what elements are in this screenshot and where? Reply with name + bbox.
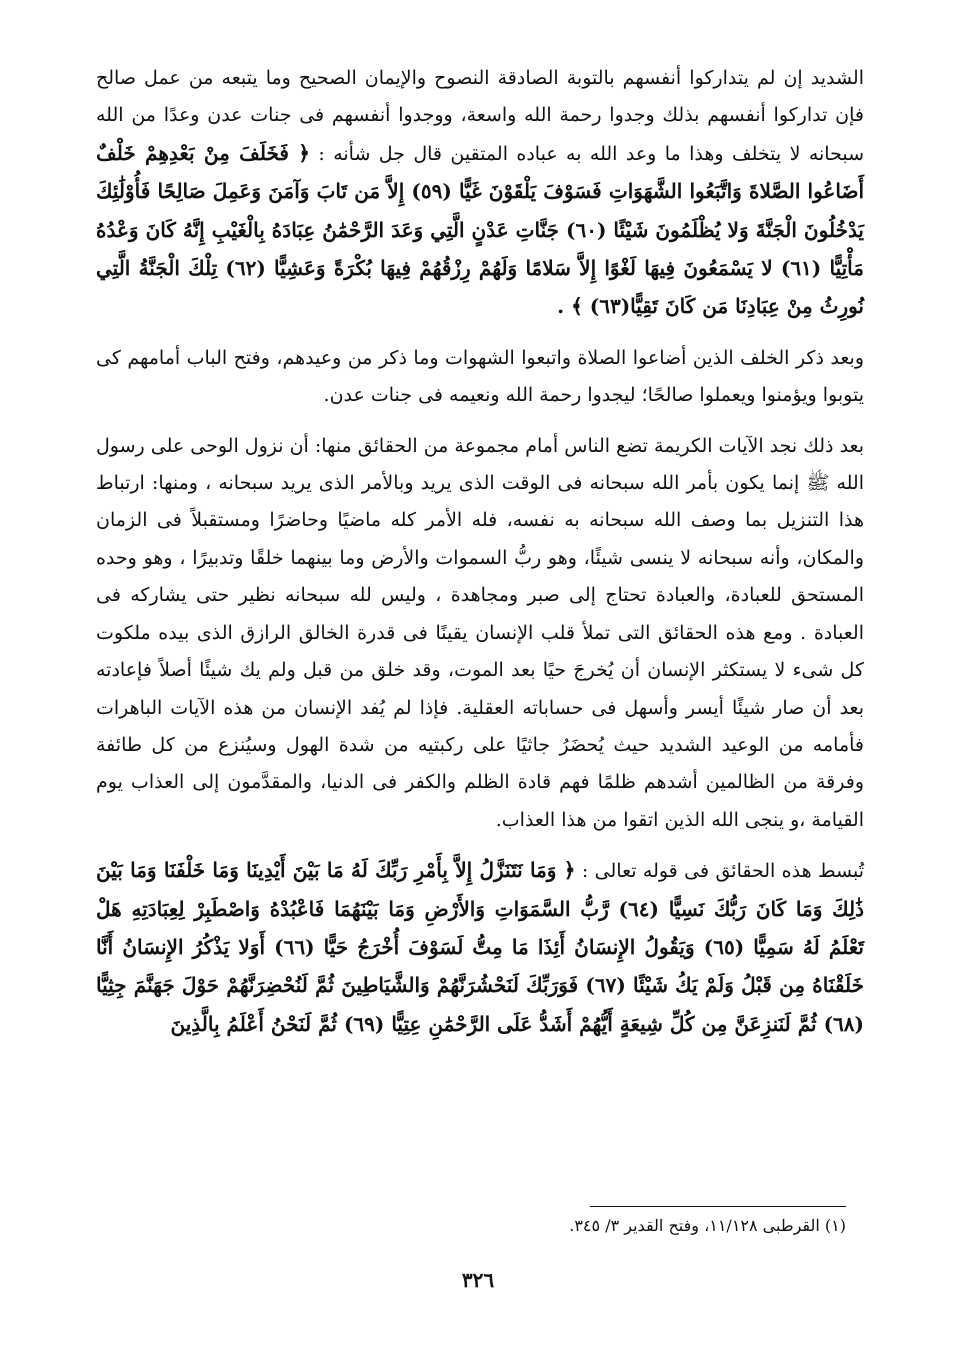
page-number: ٣٢٦ bbox=[461, 1268, 495, 1292]
paragraph-3-text: بعد ذلك نجد الآيات الكريمة تضع الناس أمام مجموعة من الحقائق منها: أن نزول الوحى على رسول الله ﷺ إنما يكون بأمر الله سبحانه فى الوقت الذى يريد وبالأمر الذى يريد سبحانه ، ومنها: ارتباط هذا التنزيل بما وصف الله سبحانه به نفسه، فله الأمر كله ماضيًا وحاضرًا ومستقبلاً فى الزمان والمكان، وأنه سبحانه لا ينسى شيئًا، وهو ربُّ السموات والأرض وما بينهما خلقًا وتدبيرًا ، وهو وحده المستحق للعبادة، والعبادة تحتاج إلى صبر ومجاهدة ، وليس لله سبحانه نظير حتى يشاركه فى العبادة . ومع هذه الحقائق التى تملأ قلب الإنسان يقينًا فى قدرة الخالق الرازق الذى بيده ملكوت كل شىء لا يستكثر الإنسان أن يُخرجَ حيًا بعد الموت، وقد خلق من قبل ولم يك شيئًا أصلاً فإعادته بعد أن صار شيئًا أيسر وأسهل فى حساباته العقلية. فإذا لم يُفد الإنسان من هذه الآيات الباهرات فأمامه من الوعيد الشديد حيث يُحضَرُ جاثيًا على ركبتيه من شدة الهول وسيُنزع من كل طائفة وفرقة من الظالمين أشدهم ظلمًا فهم قادة الظلم والكفر فى الدنيا، والمقدَّمون إلى العذاب يوم القيامة ،و ينجى الله الذين اتقوا من هذا العذاب. bbox=[96, 434, 864, 831]
main-text bbox=[96, 60, 864, 1044]
footnote: (١) القرطبى ١١/١٢٨، وفتح القدير ٣/ ٣٤٥. bbox=[569, 1216, 846, 1235]
paragraph-2 bbox=[96, 340, 864, 415]
paragraph-4-text: تُبسط هذه الحقائق فى قوله تعالى : bbox=[581, 860, 865, 883]
quran-verses-59-63: ﴿ فَخَلَفَ مِنْ بَعْدِهِمْ خَلْفٌ أَضَاعُوا الصَّلاةَ وَاتَّبَعُوا الشَّهَوَاتِ فَسَوْفَ يَلْقَوْنَ غَيًّا (٥٩) إِلاَّ مَن تَابَ وَآمَنَ وَعَمِلَ صَالِحًا فَأُوْلَٰئِكَ يَدْخُلُونَ الْجَنَّةَ وَلا يُظْلَمُونَ شَيْئًا (٦٠) جَنَّاتِ عَدْنٍ الَّتِي وَعَدَ الرَّحْمَٰنُ عِبَادَهُ بِالْغَيْبِ إِنَّهُ كَانَ وَعْدُهُ مَأْتِيًّا (٦١) لا يَسْمَعُونَ فِيهَا لَغْوًا إِلاَّ سَلامًا وَلَهُمْ رِزْقُهُمْ فِيهَا بُكْرَةً وَعَشِيًّا (٦٢) تِلْكَ الْجَنَّةُ الَّتِي نُورِثُ مِنْ عِبَادِنَا مَن كَانَ تَقِيًّا(٦٣) ﴾ . bbox=[96, 140, 865, 319]
paragraph-1-text: الشديد إن لم يتداركوا أنفسهم بالتوبة الصادقة النصوح والإيمان الصحيح وما يتبعه من عمل صالح فإن تداركوا أنفسهم بذلك وجدوا رحمة الله واسعة، ووجدوا أنفسهم فى جنات عدن وعدًا من الله سبحانه لا يتخلف وهذا ما وعد الله به عباده المتقين قال جل شأنه : bbox=[96, 67, 865, 165]
paragraph-2-text: وبعد ذكر الخلف الذين أضاعوا الصلاة واتبعوا الشهوات وما ذكر من وعيدهم، وفتح الباب أمامهم كى يتوبوا ويؤمنوا ويعملوا صالحًا؛ ليجدوا رحمة الله ونعيمه فى جنات عدن. bbox=[96, 346, 864, 407]
paragraph-3 bbox=[96, 428, 864, 839]
quran-verses-64-70: ﴿ وَمَا نَتَنَزَّلُ إِلاَّ بِأَمْرِ رَبِّكَ لَهُ مَا بَيْنَ أَيْدِينَا وَمَا خَلْفَنَا وَمَا بَيْنَ ذَٰلِكَ وَمَا كَانَ رَبُّكَ نَسِيًّا (٦٤) رَّبُّ السَّمَوَاتِ وَالأَرْضِ وَمَا بَيْنَهُمَا فَاعْبُدْهُ وَاصْطَبِرْ لِعِبَادَتِهِ هَلْ تَعْلَمُ لَهُ سَمِيًّا (٦٥) وَيَقُولُ الإِنسَانُ أَئِذَا مَا مِتُّ لَسَوْفَ أُخْرَجُ حَيًّا (٦٦) أَوَلا يَذْكُرُ الإِنسَانُ أَنَّا خَلَقْنَاهُ مِن قَبْلُ وَلَمْ يَكُ شَيْئًا (٦٧) فَوَرَبِّكَ لَنَحْشُرَنَّهُمْ وَالشَّيَاطِينَ ثُمَّ لَنُحْضِرَنَّهُمْ حَوْلَ جَهَنَّمَ جِثِيًّا (٦٨) ثُمَّ لَنَنزِعَنَّ مِن كُلِّ شِيعَةٍ أَيُّهُمْ أَشَدُّ عَلَى الرَّحْمَٰنِ عِتِيًّا (٦٩) ثُمَّ لَنَحْنُ أَعْلَمُ بِالَّذِينَ bbox=[96, 858, 864, 1036]
paragraph-1 bbox=[96, 60, 864, 327]
paragraph-4 bbox=[96, 852, 864, 1044]
footnote-divider bbox=[590, 1206, 846, 1207]
